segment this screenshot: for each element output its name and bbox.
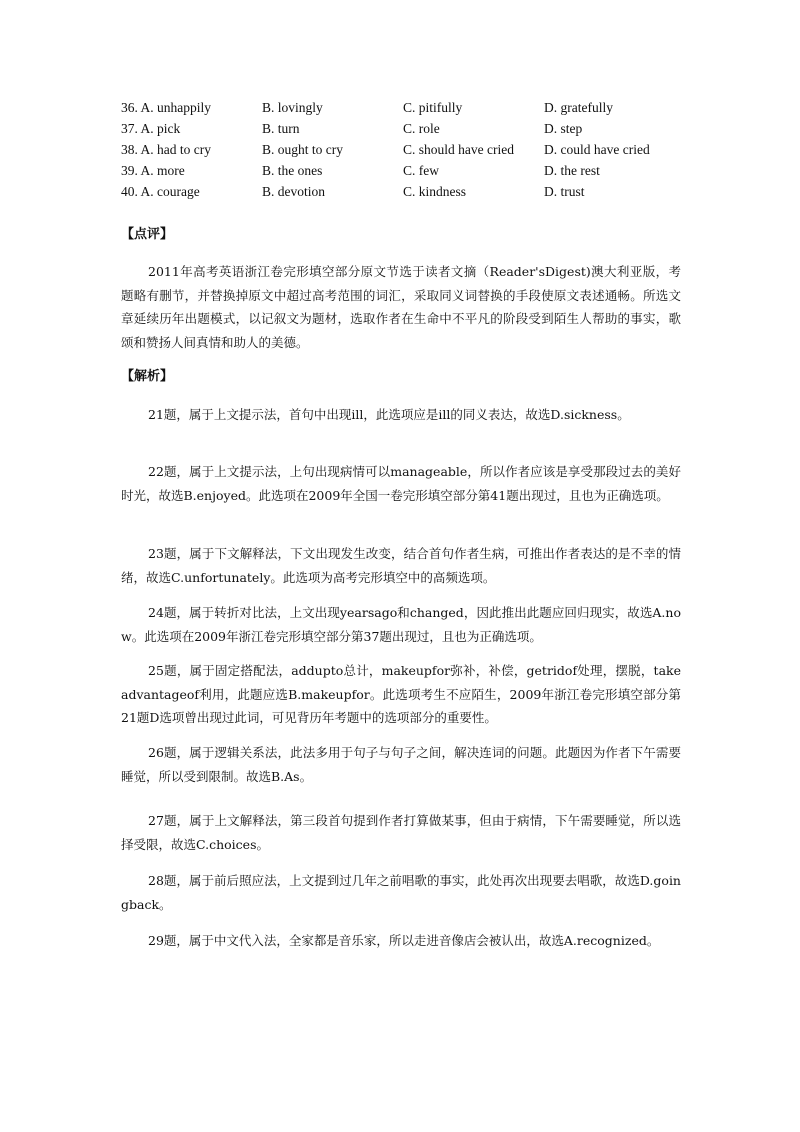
options-table: [121, 97, 701, 202]
option-40-c: C. kindness: [403, 184, 467, 199]
analysis-heading: 【解析】: [121, 369, 174, 384]
analysis-item-22: 22题，属于上文提示法，上句出现病情可以manageable，所以作者应该是享受那段过去的美好时光，故选B.enjoyed。此选项在2009年全国一卷完形填空部分第41题出现过，且也为正确选项。: [121, 464, 681, 503]
options-row-39: [121, 160, 701, 181]
analysis-item-21: 21题，属于上文提示法，首句中出现ill，此选项应是ill的同义表达，故选D.sickness。: [148, 407, 630, 422]
option-39-a: 39. A. more: [121, 163, 185, 178]
option-39-d: D. the rest: [544, 163, 600, 178]
analysis-item-24: 24题，属于转折对比法，上文出现yearsago和changed，因此推出此题应回归现实，故选A.now。此选项在2009年浙江卷完形填空部分第37题出现过，且也为正确选项。: [121, 605, 681, 644]
option-37-a: 37. A. pick: [121, 121, 181, 136]
option-39-c: C. few: [403, 163, 439, 178]
option-37-d: D. step: [544, 121, 583, 136]
analysis-item-26: 26题，属于逻辑关系法，此法多用于句子与句子之间，解决连词的问题。此题因为作者下午需要睡觉，所以受到限制。故选B.As。: [121, 745, 681, 784]
option-38-d: D. could have cried: [544, 142, 650, 157]
option-38-b: B. ought to cry: [262, 142, 343, 157]
option-37-c: C. role: [403, 121, 440, 136]
option-40-b: B. devotion: [262, 184, 325, 199]
option-37-b: B. turn: [262, 121, 300, 136]
option-40-a: 40. A. courage: [121, 184, 200, 199]
options-row-38: [121, 139, 701, 160]
option-36-c: C. pitifully: [403, 100, 463, 115]
option-36-a: 36. A. unhappily: [121, 100, 211, 115]
option-38-a: 38. A. had to cry: [121, 142, 211, 157]
option-36-b: B. lovingly: [262, 100, 323, 115]
options-row-40: [121, 181, 701, 202]
option-40-d: D. trust: [544, 184, 585, 199]
option-39-b: B. the ones: [262, 163, 323, 178]
analysis-item-23: 23题，属于下文解释法，下文出现发生改变，结合首句作者生病，可推出作者表达的是不幸的情绪，故选C.unfortunately。此选项为高考完形填空中的高频选项。: [121, 546, 681, 585]
analysis-item-25: 25题，属于固定搭配法，addupto总计，makeupfor弥补，补偿，getridof处理，摆脱，takeadvantageof利用，此题应选B.makeupfor。此选项考生不应陌生，2009年浙江卷完形填空部分第21题D选项曾出现过此词，可见背历年考题中的选项部分的重要性。: [121, 663, 681, 725]
analysis-item-27: 27题，属于上文解释法，第三段首句提到作者打算做某事，但由于病情，下午需要睡觉，所以选择受限，故选C.choices。: [121, 813, 681, 852]
review-paragraph: 2011年高考英语浙江卷完形填空部分原文节选于读者文摘（Reader'sDigest)澳大利亚版，考题略有删节，并替换掉原文中超过高考范围的词汇，采取同义词替换的手段使原文表述通畅。所选文章延续历年出题模式，以记叙文为题材，选取作者在生命中不平凡的阶段受到陌生人帮助的事实，歌颂和赞扬人间真情和助人的美德。: [121, 264, 681, 350]
analysis-item-28: 28题，属于前后照应法，上文提到过几年之前唱歌的事实，此处再次出现要去唱歌，故选D.goingback。: [121, 873, 681, 912]
option-36-d: D. gratefully: [544, 100, 613, 115]
options-row-37: [121, 118, 701, 139]
analysis-item-29: 29题，属于中文代入法，全家都是音乐家，所以走进音像店会被认出，故选A.recognized。: [148, 933, 660, 948]
review-heading: 【点评】: [121, 227, 174, 242]
options-row-36: [121, 97, 701, 118]
option-38-c: C. should have cried: [403, 142, 514, 157]
